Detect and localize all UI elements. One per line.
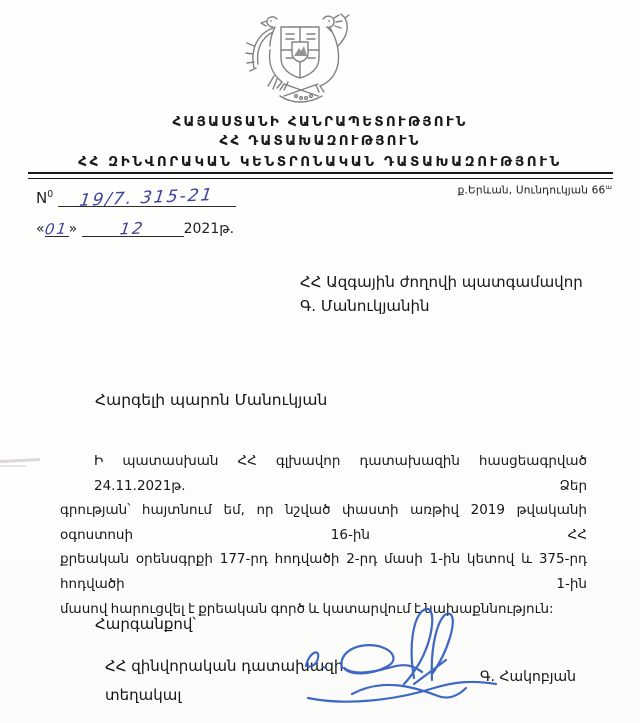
scan-fold-artifact xyxy=(0,458,40,463)
handwritten-signature-icon xyxy=(296,604,506,716)
ref-number-label-sup: 0 xyxy=(47,189,54,200)
addressee-block xyxy=(300,270,583,318)
office-address xyxy=(0,183,612,197)
letterhead-department: ՀՀ ԶԻՆՎՈՐԱԿԱՆ ԿԵՆՏՐՈՆԱԿԱՆ ԴԱՏԱԽԱԶՈՒԹՅՈՒՆ xyxy=(70,154,570,174)
day-close-quote: » xyxy=(68,221,78,237)
body-line: քրեական օրենսգրքի 177-րդ հոդվածի 2-րդ մասի 1-ին կետով և 375-րդ հոդվածի 1-ին xyxy=(60,551,587,592)
letterhead xyxy=(0,113,640,174)
month-line xyxy=(82,217,184,237)
day-handwritten: 01 xyxy=(43,219,70,239)
body-line: գրության՝ հայտնում եմ, որ նշված փաստի առթիվ 2019 թվականի օգոստոսի 16-ին ՀՀ xyxy=(60,502,587,543)
letterhead-country: ՀԱՅԱՍՏԱՆԻ ՀԱՆՐԱՊԵՏՈՒԹՅՈՒՆ xyxy=(172,114,468,130)
office-address-sup: ա xyxy=(605,183,612,191)
letterhead-office: ՀՀ ԴԱՏԱԽԱԶՈՒԹՅՈՒՆ xyxy=(219,132,421,149)
addressee-name: Գ. Մանուկյանին xyxy=(300,297,430,315)
body-line: Ի պատասխան ՀՀ գլխավոր դատախազին հասցեագրված 24.11.2021թ. Ձեր xyxy=(94,453,587,494)
signer-title-line2: տեղակալ xyxy=(105,686,182,704)
double-rule xyxy=(28,172,613,179)
body-paragraph xyxy=(60,449,587,621)
ref-number-handwritten: 19/7. 315-21 xyxy=(78,185,216,211)
date-row xyxy=(36,217,234,237)
day-open-quote: « xyxy=(36,221,45,237)
ref-number-label: N xyxy=(36,189,48,207)
scan-fold-artifact xyxy=(0,465,26,467)
day-line xyxy=(45,218,69,237)
signer-title-line1: ՀՀ զինվորական դատախազի xyxy=(105,657,344,675)
month-handwritten: 12 xyxy=(119,218,147,239)
addressee-title: ՀՀ Ազգային ժողովի պատգամավոր xyxy=(300,273,583,291)
salutation: Հարգելի պարոն Մանուկյան xyxy=(95,391,328,409)
armenia-coat-of-arms-icon xyxy=(244,6,356,108)
signer-name: Գ. Հակոբյան xyxy=(480,669,577,685)
year-text: 2021թ. xyxy=(183,221,235,237)
body-line: մասով հարուցվել է քրեական գործ և կատարվում է նախաքննություն: xyxy=(60,600,554,617)
office-address-text: ք.Երևան, Սունդուկյան 66 xyxy=(457,184,606,197)
closing-respectfully: Հարգանքով՝ xyxy=(95,615,196,633)
